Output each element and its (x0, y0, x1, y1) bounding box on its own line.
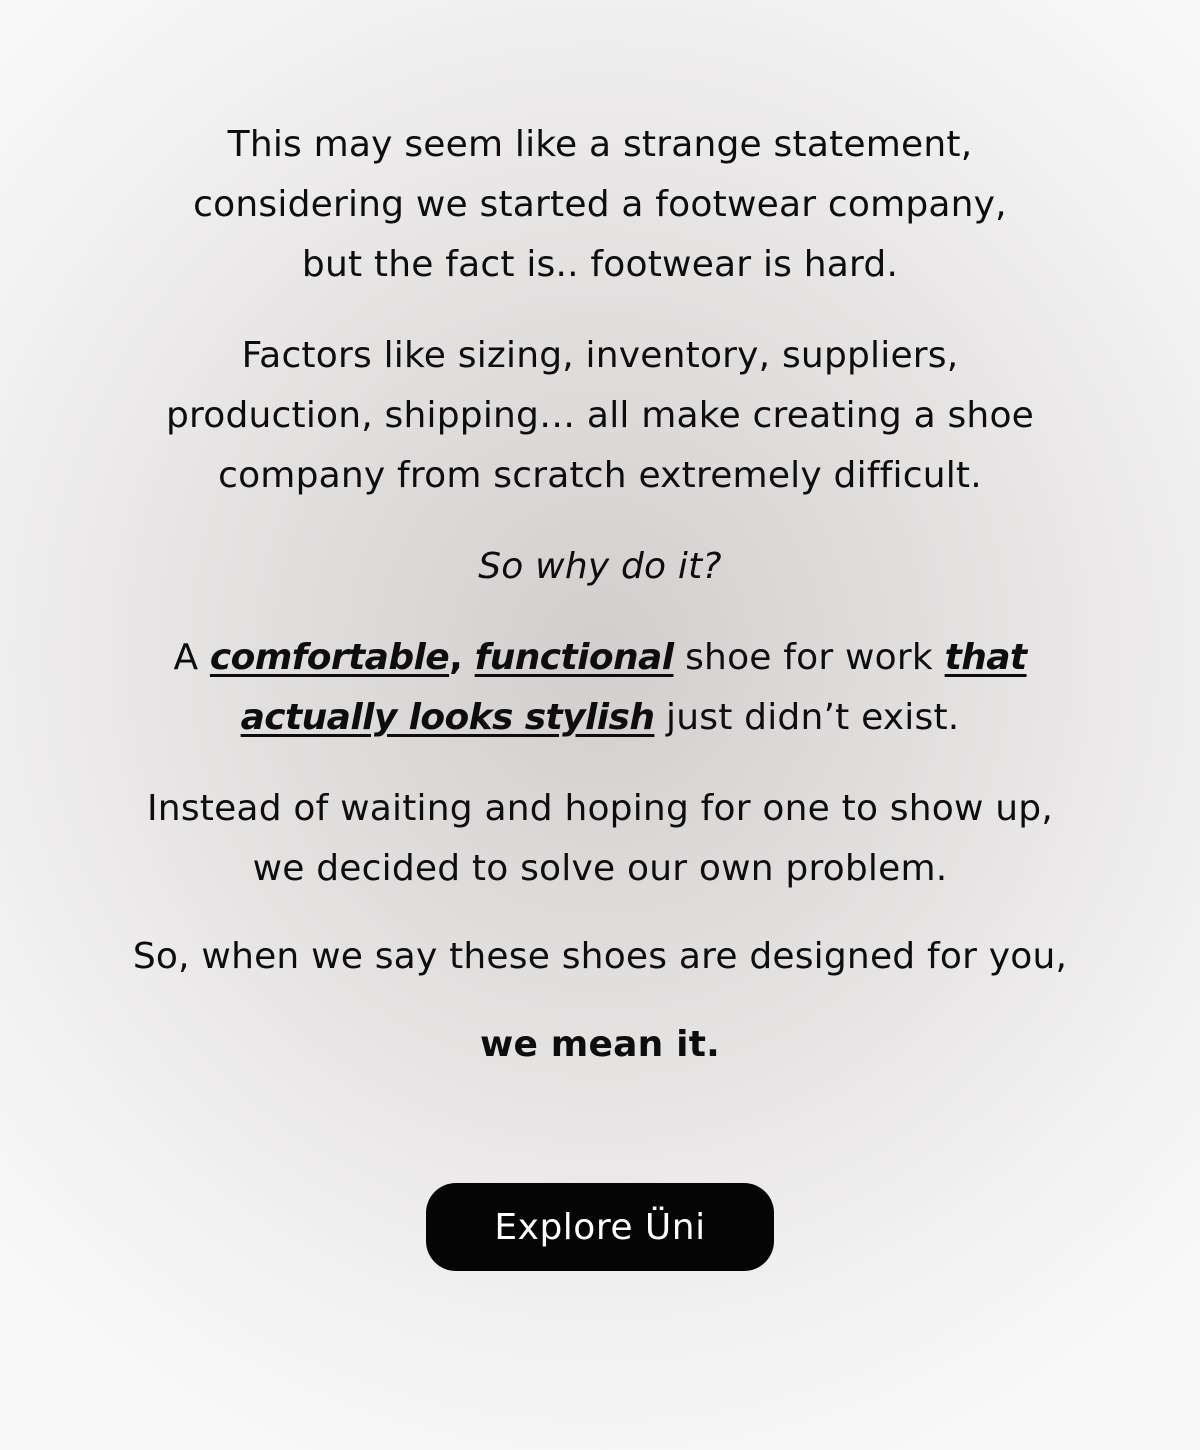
reason-middle: shoe for work (673, 637, 945, 678)
factors-line-1: Factors like sizing, inventory, suppliers, (241, 335, 959, 376)
factors-line-2: production, shipping… all make creating a shoe (165, 395, 1035, 436)
reason-line-2 (0, 688, 1200, 748)
solution-paragraph (0, 779, 1200, 899)
emphasis-text: we mean it. (479, 1024, 720, 1065)
factors-paragraph (0, 326, 1200, 506)
explore-uni-button[interactable] (426, 1183, 774, 1271)
question-heading (0, 537, 1200, 597)
emphasis-that: that (944, 637, 1027, 678)
reason-paragraph (0, 628, 1200, 748)
reason-comma: , (449, 637, 463, 678)
question-text: So why do it? (478, 546, 722, 587)
explore-uni-button-label: Explore Üni (494, 1206, 706, 1248)
intro-line-3: but the fact is.. footwear is hard. (301, 244, 899, 285)
reason-suffix: just didn’t exist. (654, 697, 960, 738)
closing-paragraph (0, 927, 1200, 987)
solution-line-1: Instead of waiting and hoping for one to show up, (146, 788, 1054, 829)
reason-prefix: A (173, 637, 210, 678)
intro-line-1: This may seem like a strange statement, (227, 124, 973, 165)
factors-line-3: company from scratch extremely difficult. (218, 455, 982, 496)
closing-text: So, when we say these shoes are designed for you, (132, 936, 1068, 977)
emphasis-statement (0, 1015, 1200, 1075)
emphasis-functional: functional (474, 637, 674, 678)
solution-line-2: we decided to solve our own problem. (252, 848, 948, 889)
reason-line-1 (0, 628, 1200, 688)
emphasis-comfortable: comfortable (209, 637, 450, 678)
intro-paragraph (0, 115, 1200, 295)
intro-line-2: considering we started a footwear company, (193, 184, 1007, 225)
emphasis-actually-looks-stylish: actually looks stylish (240, 697, 655, 738)
